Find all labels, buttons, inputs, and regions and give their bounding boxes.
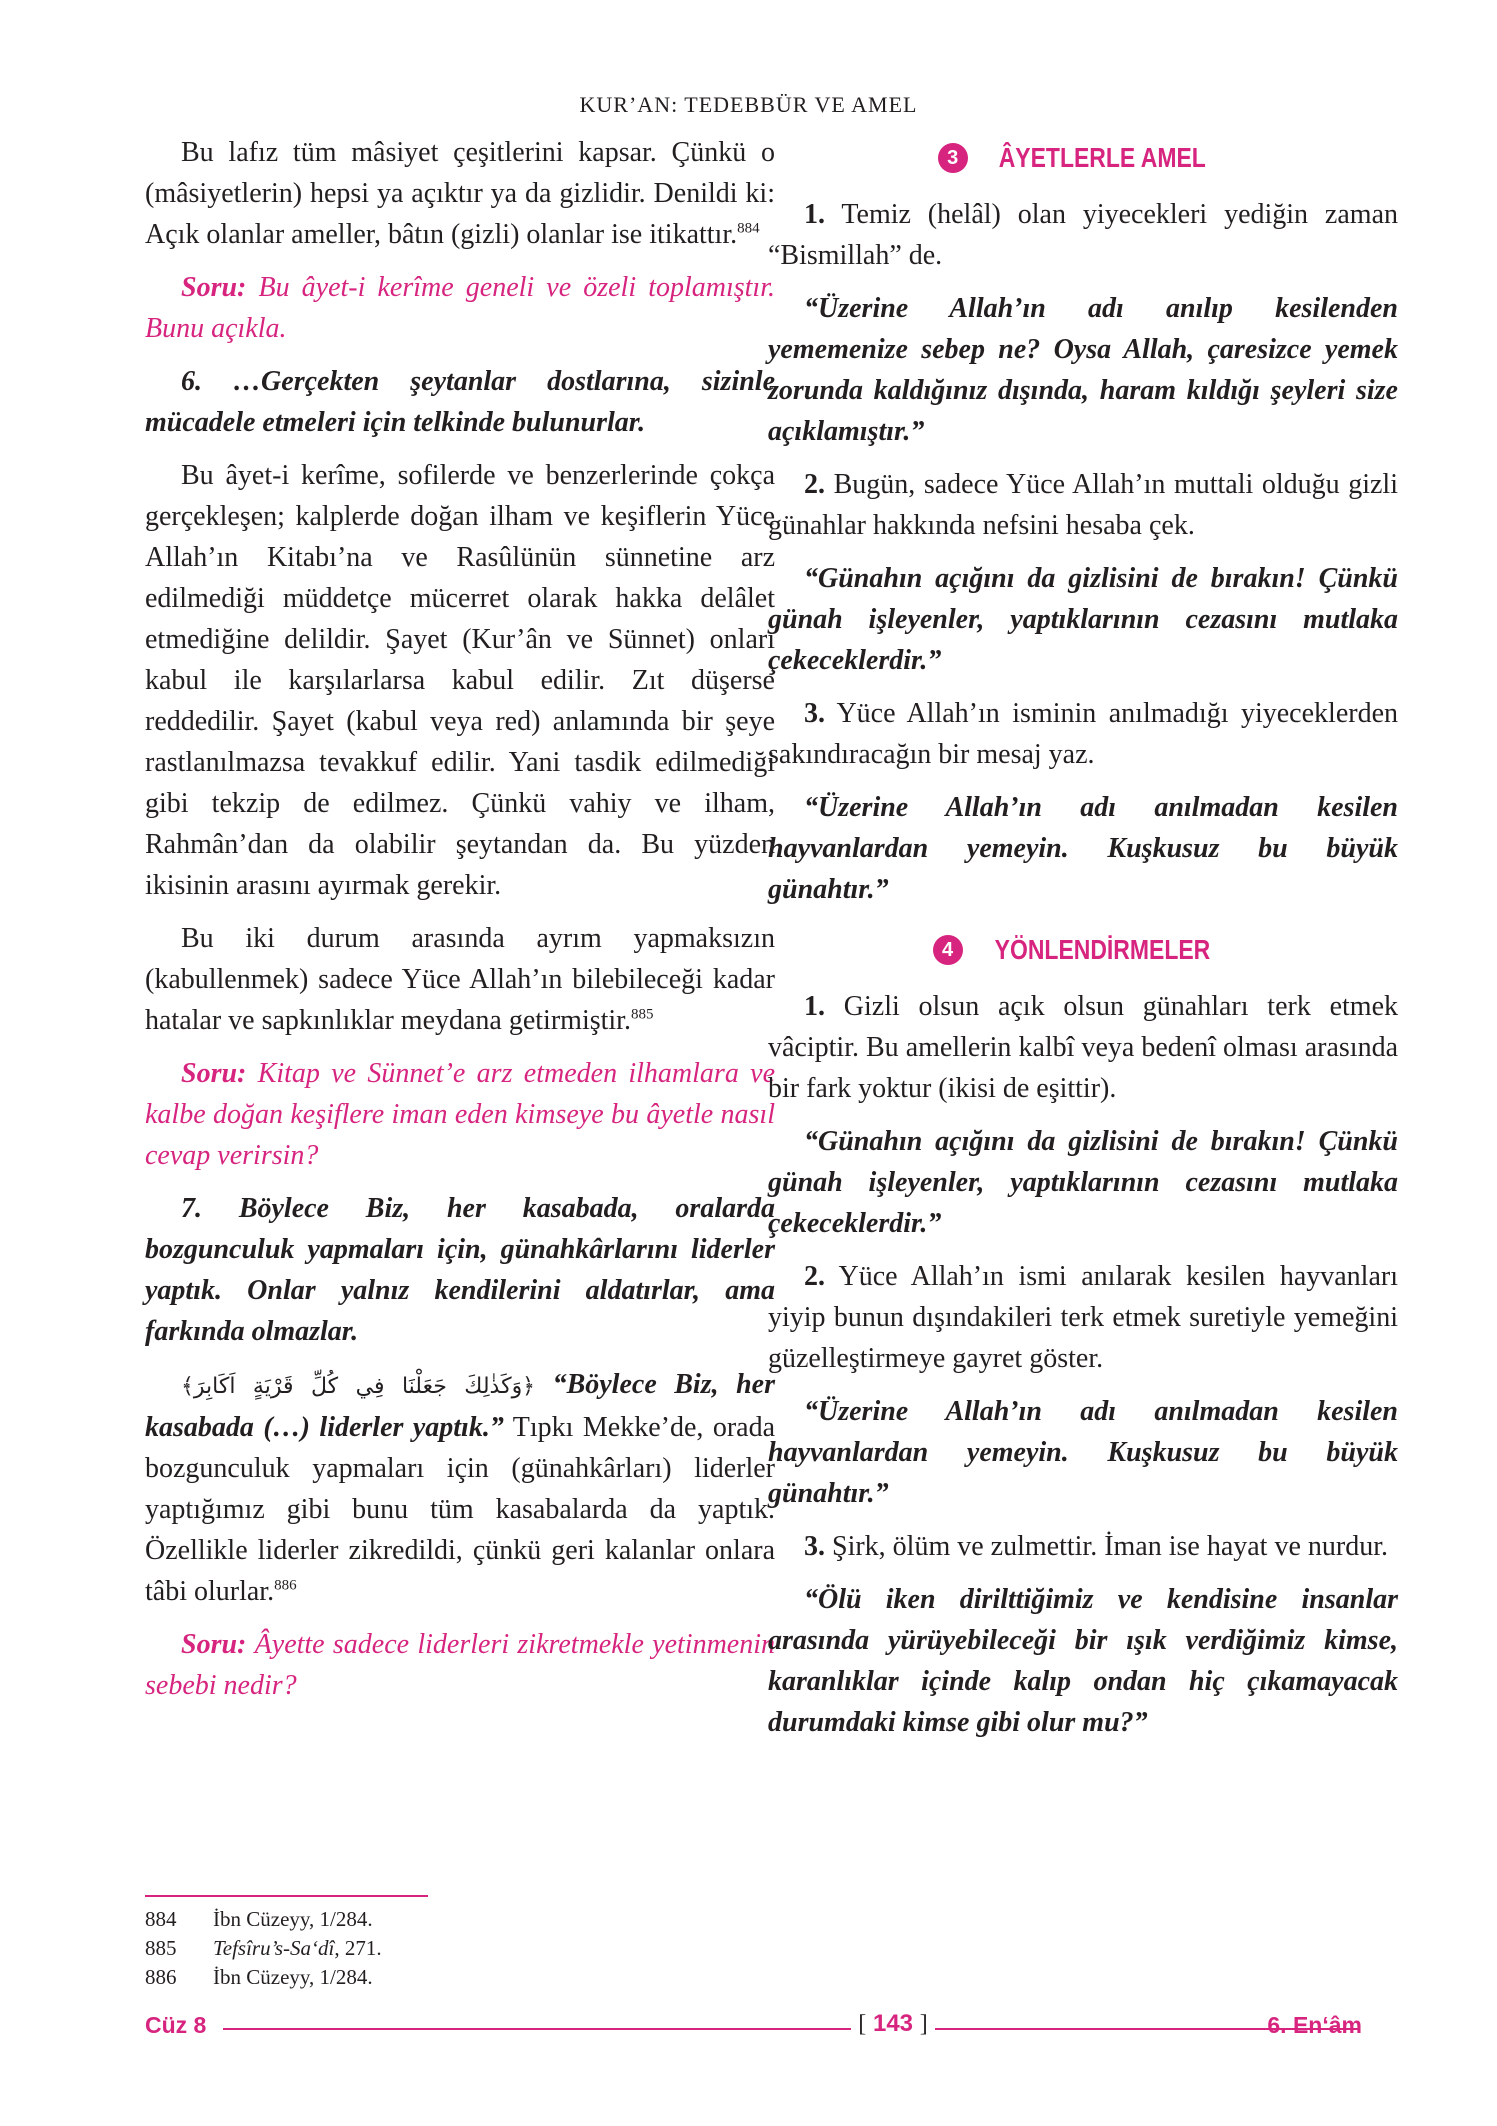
running-head: KUR’AN: TEDEBBÜR VE AMEL (579, 92, 918, 117)
verse-quote: “Üzerine Allah’ın adı anılmadan kesilen hayvanlardan yemeyin. Kuşkusuz bu büyük günahtır.” (768, 792, 1398, 905)
question (145, 1624, 775, 1706)
verse-quote: “Günahın açığını da gizlisini de bırakın! Çünkü günah işleyenler, yaptıklarının cezasını mutlaka çekeceklerdir.” (768, 1126, 1398, 1239)
question-label: Soru: (181, 272, 247, 303)
item-text: Temiz (helâl) olan yiyecekleri yediğin zaman “Bismillah” de. (768, 199, 1398, 271)
footnote (145, 1905, 745, 1934)
footnote-ref: 884 (737, 220, 760, 237)
paragraph (145, 918, 775, 1041)
footnote-source-title: Tefsîru’s-Sa‘dî (213, 1936, 335, 1960)
footer-juz-label: Cüz 8 (145, 2012, 207, 2038)
footnote-number: 886 (145, 1965, 177, 1989)
arabic-verse: ﴿وَكَذٰلِكَ جَعَلْنَا فِي كُلِّ قَرْيَةٍ اَكَابِرَ﴾ (181, 1374, 536, 1399)
verse-quote: “Böylece Biz, her kasabada (…) liderler yaptık.” (145, 1369, 775, 1443)
footnote-ref: 886 (274, 1577, 297, 1594)
item-number: 1. (804, 991, 825, 1022)
paragraph (145, 1364, 775, 1612)
bracket-open: [ (858, 2011, 867, 2037)
footnote-divider (145, 1895, 428, 1897)
question (145, 267, 775, 349)
footnote-ref: 885 (630, 1006, 654, 1023)
verse-quote: “Üzerine Allah’ın adı anılıp kesilenden yememenize sebep ne? Oysa Allah, çaresizce yemek zorunda kaldığınız dışında, haram kıldığı şeyleri size açıklamıştır.” (768, 293, 1398, 447)
verse-quote: “Üzerine Allah’ın adı anılmadan kesilen hayvanlardan yemeyin. Kuşkusuz bu büyük günahtır.” (768, 1396, 1398, 1509)
verse: 6. …Gerçekten şeytanlar dostlarına, sizinle mücadele etmeleri için telkinde bulunurlar. (145, 366, 775, 438)
list-item (768, 986, 1398, 1109)
item-text: Yüce Allah’ın isminin anılmadığı yiyeceklerden sakındıracağın bir mesaj yaz. (768, 698, 1398, 770)
verse-quote: “Günahın açığını da gizlisini de bırakın! Çünkü günah işleyenler, yaptıklarının cezasını mutlaka çekeceklerdir.” (768, 563, 1398, 676)
paragraph-text: Tıpkı Mekke’de, orada bozgunculuk yapmaları için (günahkârları) liderler yaptığımız gibi bunu tüm kasabalarda da yaptık. Özellikle liderler zikredildi, çünkü geri kalanlar onlara tâbi olurlar. (145, 1412, 775, 1607)
question-text: Kitap ve Sünnet’e arz etmeden ilhamlara ve kalbe doğan keşiflere iman eden kimseye bu âyetle nasıl cevap verirsin? (145, 1058, 775, 1171)
question-text: Âyette sadece liderleri zikretmekle yetinmenin sebebi nedir? (145, 1629, 775, 1701)
list-item (768, 464, 1398, 546)
verse: 7. Böylece Biz, her kasabada, oralarda bozgunculuk yapmaları için, günahkârlarını liderler yaptık. Onlar yalnız kendilerini aldatırlar, ama farkında olmazlar. (145, 1193, 775, 1347)
item-text: Gizli olsun açık olsun günahları terk etmek vâciptir. Bu amellerin kalbî veya bedenî olması arasında bir fark yoktur (ikisi de eşittir). (768, 991, 1398, 1104)
item-number: 2. (804, 469, 825, 500)
footnote (145, 1934, 745, 1963)
page-number-value: 143 (872, 2010, 914, 2037)
section-heading-ayetlerle-amel (768, 140, 1398, 176)
footer-surah-label: 6. En‘âm (1267, 2012, 1362, 2038)
left-column (145, 132, 775, 1718)
question-label: Soru: (181, 1058, 247, 1089)
list-item (768, 1256, 1398, 1379)
list-item (768, 194, 1398, 276)
section-title: ÂYETLERLE AMEL (998, 142, 1206, 173)
footnote-text: İbn Cüzeyy, 1/284. (213, 1907, 373, 1931)
paragraph (145, 132, 775, 255)
footnote-text (213, 1934, 382, 1963)
list-item (768, 693, 1398, 775)
item-text: Bugün, sadece Yüce Allah’ın muttali olduğu gizli günahlar hakkında nefsini hesaba çek. (768, 469, 1398, 541)
paragraph-text: Bu lafız tüm mâsiyet çeşitlerini kapsar. Çünkü o (mâsiyetlerin) hepsi ya açıktır ya da gizlidir. Denildi ki: Açık olanlar ameller, bâtın (gizli) olanlar ise itikattır. (145, 137, 775, 250)
section-number-badge: 3 (938, 143, 968, 173)
right-column (768, 132, 1398, 1755)
section-title: YÖNLENDİRMELER (994, 934, 1210, 965)
footnote-number: 885 (145, 1936, 177, 1960)
footnote (145, 1963, 745, 1992)
item-number: 3. (804, 698, 825, 729)
question-text: Bu âyet-i kerîme geneli ve özeli toplamıştır. Bunu açıkla. (145, 272, 775, 344)
page-number (851, 2010, 935, 2038)
footnote-number: 884 (145, 1907, 177, 1931)
bracket-close: ] (919, 2011, 928, 2037)
section-number-badge: 4 (933, 935, 963, 965)
section-heading-yonlendirmeler (768, 932, 1398, 968)
page-footer (145, 2010, 1362, 2042)
question-label: Soru: (181, 1629, 247, 1660)
item-text: Şirk, ölüm ve zulmettir. İman ise hayat ve nurdur. (825, 1531, 1388, 1562)
footer-rule-left (223, 2028, 851, 2030)
footnote-page: , 271. (334, 1936, 382, 1960)
paragraph: Bu âyet-i kerîme, sofilerde ve benzerlerinde çokça gerçekleşen; kalplerde doğan ilham ve keşiflerin Yüce Allah’ın Kitabı’na ve Rasûlünün sünnetine arz edilmediği müddetçe mücerret olarak hakka delâlet etmediğine delildir. Şayet (Kur’ân ve Sünnet) onları kabul ile karşılarlarsa kabul edilir. Zıt düşerse reddedilir. Şayet (kabul veya red) anlamında bir şeye rastlanılmazsa tevakkuf edilir. Yani tasdik edilmediği gibi tekzip de edilmez. Çünkü vahiy ve ilham, Rahmân’dan da olabilir şeytandan da. Bu yüzden ikisinin arasını ayırmak gerekir. (145, 460, 775, 901)
item-number: 3. (804, 1531, 825, 1562)
item-text: Yüce Allah’ın ismi anılarak kesilen hayvanları yiyip bunun dışındakileri terk etmek suretiyle yemeğini güzelleştirmeye gayret göster. (768, 1261, 1398, 1374)
question (145, 1053, 775, 1176)
list-item (768, 1526, 1398, 1567)
item-number: 2. (804, 1261, 825, 1292)
verse-quote: “Ölü iken dirilttiğimiz ve kendisine insanlar arasında yürüyebileceği bir ışık verdiğimiz kimse, karanlıklar içinde kalıp ondan hiç çıkamayacak durumdaki kimse gibi olur mu?” (768, 1584, 1398, 1738)
paragraph-text: Bu iki durum arasında ayrım yapmaksızın (kabullenmek) sadece Yüce Allah’ın bilebileceği kadar hatalar ve sapkınlıklar meydana getirmiştir. (145, 923, 775, 1036)
footnote-text: İbn Cüzeyy, 1/284. (213, 1965, 373, 1989)
item-number: 1. (804, 199, 825, 230)
footnotes (145, 1905, 745, 1992)
